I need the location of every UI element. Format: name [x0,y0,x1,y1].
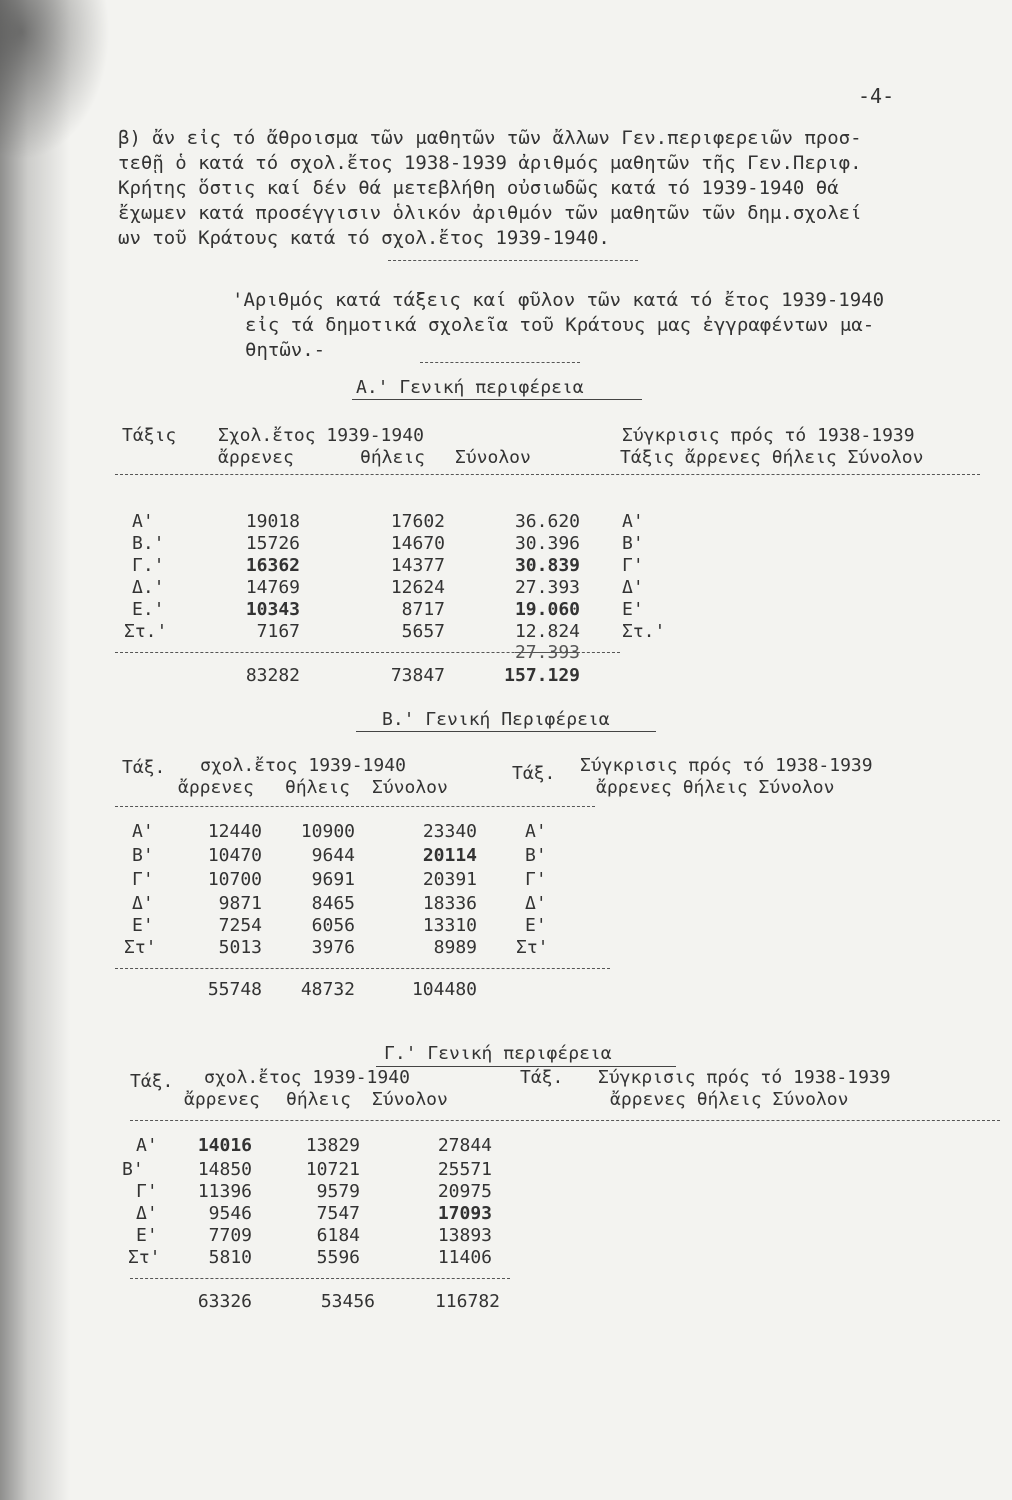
theleis-value: 8717 [401,599,445,620]
title-underline [352,399,642,400]
arrenes-value: 9871 [218,893,262,914]
total-value: 25571 [437,1159,492,1180]
arrenes-value: 12440 [207,821,262,842]
compare-grade: Β' [525,845,547,866]
theleis-value: 3976 [311,937,355,958]
intro-line: Κρήτης ὅστις καί δέν θά μετεβλήθη οὐσιωδῶς κατά τό 1939-1940 θά [118,177,839,199]
arrenes-value: 9546 [208,1203,252,1224]
heading-line: 'Αριθμός κατά τάξεις καί φῦλον τῶν κατά τό ἔτος 1939-1940 [232,289,885,311]
theleis-value: 9579 [316,1181,360,1202]
compare-columns: ἄρρενες θήλεις Σύνολον [610,1089,849,1110]
total-arrenes: 63326 [197,1291,252,1312]
header-rule [115,806,595,807]
grade-label: Α' [132,821,154,842]
divider [420,362,580,363]
divider [388,260,638,261]
grade-label: Στ' [124,937,157,958]
arrenes-value: 11396 [197,1181,252,1202]
compare-grade: Α' [525,821,547,842]
intro-line: τεθῇ ὁ κατά τό σχολ.ἔτος 1938-1939 ἀριθμός μαθητῶν τῆς Γεν.Περιφ. [118,152,862,174]
total-value: 13310 [422,915,477,936]
total-value: 20391 [422,869,477,890]
grade-label: Α' [132,511,154,532]
theleis-value: 17602 [390,511,445,532]
theleis-value: 7547 [316,1203,360,1224]
column-header-year: σχολ.ἔτος 1939-1940 [200,755,406,776]
theleis-value: 6184 [316,1225,360,1246]
arrenes-value: 7709 [208,1225,252,1246]
column-header-arrenes: ἄρρενες [218,447,294,468]
grade-label: Στ' [128,1247,161,1268]
grade-label: Β' [132,845,154,866]
theleis-value: 8465 [311,893,355,914]
arrenes-value: 15726 [245,533,300,554]
header-rule [115,474,980,475]
column-header-taxis: Τάξ. [122,757,166,778]
column-header-year: Σχολ.ἔτος 1939-1940 [218,425,424,446]
total-theleis: 53456 [320,1291,375,1312]
total-value: 30.839 [514,555,580,576]
section-title: Α.' Γενική περιφέρεια [356,377,584,398]
arrenes-value: 16362 [245,555,300,576]
grade-label: Γ.' [132,555,165,576]
compare-grade: Δ' [622,577,644,598]
grade-label: Δ.' [132,577,165,598]
intro-line: β) ἄν εἰς τό ἄθροισμα τῶν μαθητῶν τῶν ἄλλων Γεν.περιφερειῶν προσ- [118,127,862,149]
struck-value: 27.393 [514,642,580,663]
grade-label: Β' [122,1159,144,1180]
column-header-theleis: θήλεις [285,777,351,798]
compare-taxis: Τάξ. [512,763,556,784]
total-value: 13893 [437,1225,492,1246]
intro-line: ων τοῦ Κράτους κατά τό σχολ.ἔτος 1939-1940. [118,227,610,249]
grade-label: Γ' [132,869,154,890]
compare-header: Σύγκρισις πρός τό 1938-1939 [622,425,915,446]
grade-label: Β.' [132,533,165,554]
theleis-value: 9691 [311,869,355,890]
compare-grade: Δ' [525,893,547,914]
grade-label: Α' [136,1135,158,1156]
grade-label: Στ.' [124,621,168,642]
total-value: 30.396 [514,533,580,554]
compare-grade: Ε' [525,915,547,936]
compare-header: Σύγκρισις πρός τό 1938-1939 [580,755,873,776]
compare-columns: Τάξις ἄρρενες θήλεις Σύνολον [620,447,924,468]
grade-label: Ε' [136,1225,158,1246]
header-rule [130,1120,1000,1121]
total-value: 18336 [422,893,477,914]
theleis-value: 13829 [305,1135,360,1156]
grade-label: Ε' [132,915,154,936]
grade-label: Δ' [136,1203,158,1224]
page-number: -4- [858,84,895,108]
column-header-theleis: θήλεις [286,1089,352,1110]
scan-shadow [0,0,70,1500]
compare-grade: Α' [622,511,644,532]
section-title: Γ.' Γενική περιφέρεια [384,1043,612,1064]
arrenes-value: 5810 [208,1247,252,1268]
heading-line: θητῶν.- [245,339,326,361]
arrenes-value: 14016 [197,1135,252,1156]
grand-total: 116782 [434,1291,500,1312]
heading-line: εἰς τά δημοτικά σχολεῖα τοῦ Κράτους μας ἐγγραφέντων μα- [245,314,875,336]
arrenes-value: 5013 [218,937,262,958]
arrenes-value: 10700 [207,869,262,890]
total-value: 20114 [422,845,477,866]
section-title: Β.' Γενική Περιφέρεια [382,709,610,730]
arrenes-value: 7167 [256,621,300,642]
title-underline [356,731,656,732]
total-value: 27844 [437,1135,492,1156]
arrenes-value: 10343 [245,599,300,620]
total-value: 27.393 [514,577,580,598]
total-value: 11406 [437,1247,492,1268]
totals-rule [130,1278,510,1279]
total-value: 23340 [422,821,477,842]
arrenes-value: 7254 [218,915,262,936]
total-value: 12.824 [514,621,580,642]
total-value: 8989 [433,937,477,958]
theleis-value: 14670 [390,533,445,554]
compare-header: Σύγκρισις πρός τό 1938-1939 [598,1067,891,1088]
column-header-synolon: Σύνολον [455,447,531,468]
theleis-value: 14377 [390,555,445,576]
total-theleis: 73847 [390,665,445,686]
total-arrenes: 83282 [245,665,300,686]
compare-grade: Γ' [525,869,547,890]
totals-rule [115,968,610,969]
arrenes-value: 10470 [207,845,262,866]
theleis-value: 6056 [311,915,355,936]
column-header-arrenes: ἄρρενες [178,777,254,798]
total-value: 17093 [437,1203,492,1224]
column-header-synolon: Σύνολον [372,1089,448,1110]
theleis-value: 5657 [401,621,445,642]
column-header-taxis: Τάξ. [130,1071,174,1092]
compare-grade: Στ.' [622,621,666,642]
total-arrenes: 55748 [207,979,262,1000]
column-header-year: σχολ.ἔτος 1939-1940 [204,1067,410,1088]
total-value: 20975 [437,1181,492,1202]
grade-label: Γ' [136,1181,158,1202]
total-value: 19.060 [514,599,580,620]
compare-grade: Ε' [622,599,644,620]
arrenes-value: 14769 [245,577,300,598]
scan-shadow-corner [0,0,110,160]
intro-line: ἔχωμεν κατά προσέγγισιν ὁλικόν ἀριθμόν τῶν μαθητῶν τῶν δημ.σχολεί [118,202,862,224]
arrenes-value: 14850 [197,1159,252,1180]
compare-grade: Στ' [516,937,549,958]
compare-grade: Γ' [622,555,644,576]
total-value: 36.620 [514,511,580,532]
compare-taxis: Τάξ. [520,1067,564,1088]
total-theleis: 48732 [300,979,355,1000]
arrenes-value: 19018 [245,511,300,532]
grand-total: 157.129 [504,665,580,686]
grade-label: Ε.' [132,599,165,620]
theleis-value: 12624 [390,577,445,598]
column-header-theleis: θήλεις [360,447,426,468]
theleis-value: 10721 [305,1159,360,1180]
column-header-arrenes: ἄρρενες [184,1089,260,1110]
compare-grade: Β' [622,533,644,554]
theleis-value: 9644 [311,845,355,866]
theleis-value: 10900 [300,821,355,842]
column-header-taxis: Τάξις [122,425,177,446]
column-header-synolon: Σύνολον [372,777,448,798]
grand-total: 104480 [411,979,477,1000]
grade-label: Δ' [132,893,154,914]
compare-columns: ἄρρενες θήλεις Σύνολον [596,777,835,798]
theleis-value: 5596 [316,1247,360,1268]
